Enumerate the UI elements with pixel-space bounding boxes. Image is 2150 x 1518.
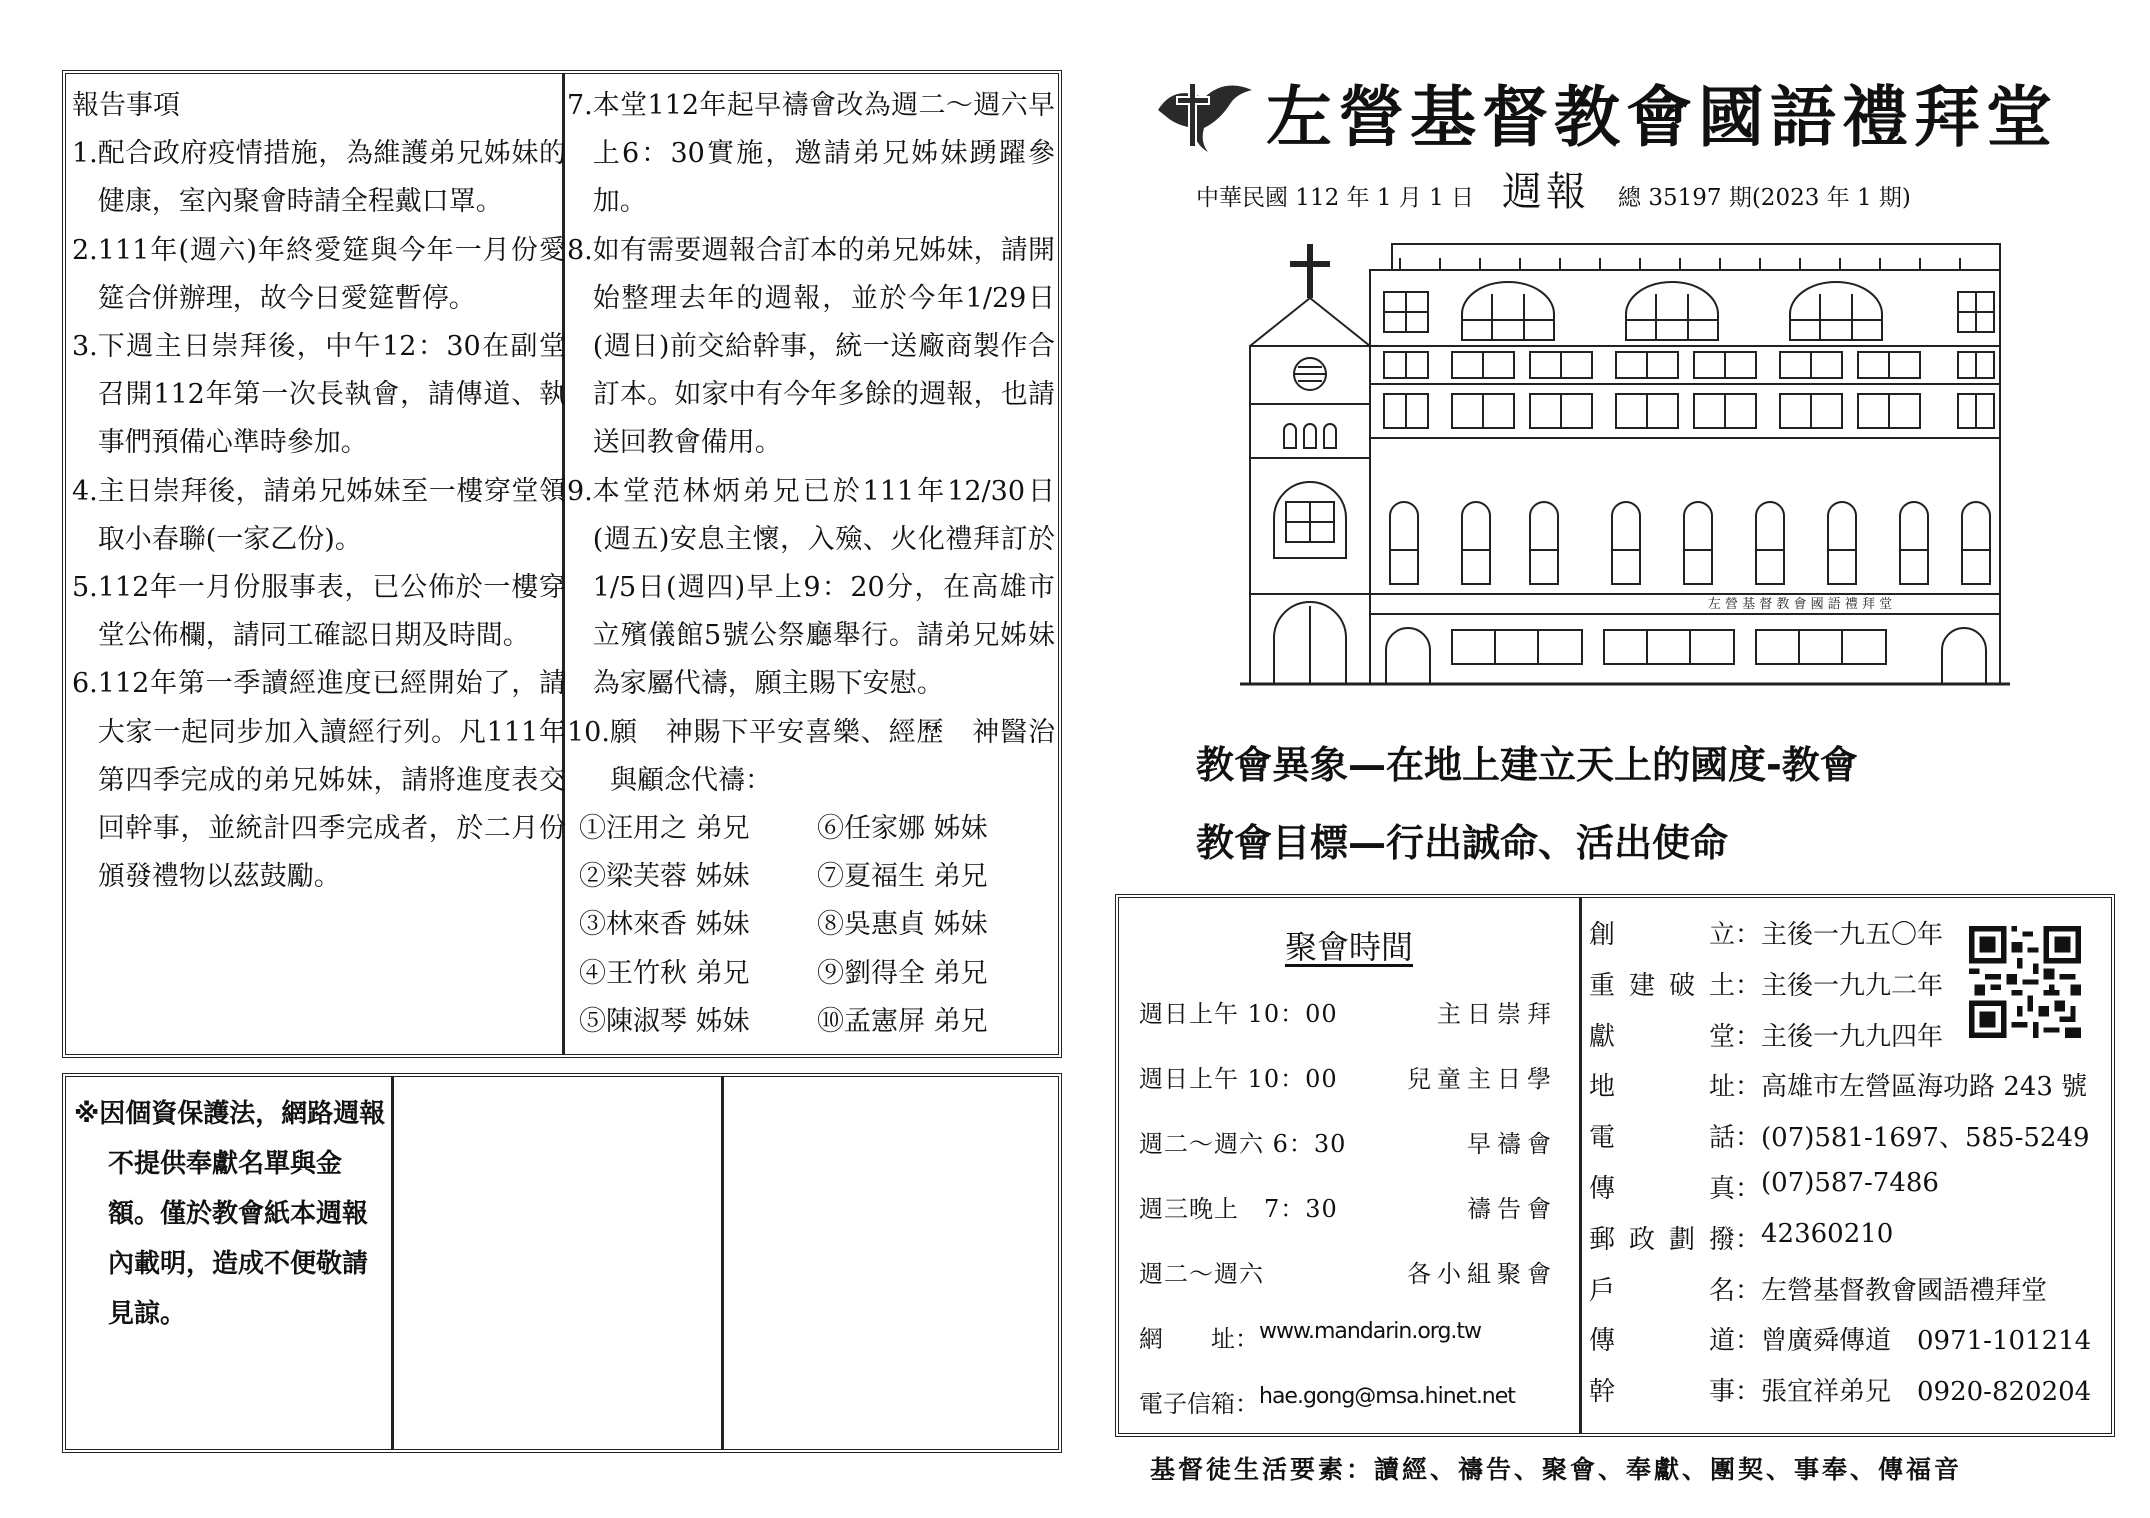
announcements-left-column [72,82,566,901]
church-header [1150,64,2058,159]
vision-line: 教會異象—在地上建立天上的國度-教會 [1196,743,1858,787]
prayer-list-entry: ⑤陳淑琴 姊妹 [579,1005,750,1037]
prayer-list-entry: ④王竹秋 弟兄 [579,957,750,989]
meeting-times-title: 聚會時間 [1284,928,1413,966]
meeting-row: 週二～週六 各小組聚會 [1139,1260,1557,1288]
prayer-list-entry: ③林來香 姊妹 [579,909,750,941]
privacy-notice: ※因個資保護法，網路週報不提供奉獻名單與金額。僅於教會紙本週報內載明，造成不便敬請見諒。 [74,1099,386,1329]
announcement-item: 9. 本堂范林炳弟兄已於111年12/30日(週五)安息主懷，入殮、火化禮拜訂於1/5日(週四)早上9：20分，在高雄市立殯儀館5號公祭廳舉行。請弟兄姊妹為家屬代禱，願主賜下安慰。 [567,475,1055,700]
email-row: 電子信箱： hae.gong@msa.hinet.net [1139,1384,1579,1449]
qr-code-icon[interactable] [1969,926,2081,1038]
info-row: 地 址 ： 高雄市左營區海功路 243 號 [1589,1072,2088,1103]
announcements-heading: 報告事項 [72,90,180,121]
info-row: 傳 真 ： (07)587-7486 [1589,1167,1939,1204]
meeting-times [1119,898,1582,1433]
info-row: 電 話 ： (07)581-1697、585-5249 [1589,1123,2090,1154]
building-sign: 左 營 基 督 教 會 國 語 禮 拜 堂 [1707,597,1893,612]
prayer-list-entry: ⑧吳惠貞 姊妹 [817,909,988,941]
website-link[interactable]: www.mandarin.org.tw [1259,1319,1482,1344]
church-logo-icon [1150,70,1260,154]
info-row: 戶 名 ： 左營基督教會國語禮拜堂 [1589,1275,2048,1306]
announcement-item: 6. 112年第一季讀經進度已經開始了，請大家一起同步加入讀經行列。凡111年第四季完成的弟兄姊妹，請將進度表交回幹事，並統計四季完成者，於二月份頒發禮物以茲鼓勵。 [72,668,566,893]
blank-cell [394,1077,724,1449]
info-row: 重 建 破 土 ： 主後一九九二年 [1589,970,1944,1001]
info-row: 獻 堂 ： 主後一九九四年 [1589,1021,1944,1052]
prayer-list-entry: ⑨劉得全 弟兄 [817,957,988,989]
prayer-list-entry: ⑦夏福生 弟兄 [817,861,988,893]
bulletin-title: 週報 [1502,169,1591,215]
meeting-row: 週日上午 10：00 兒童主日學 [1139,1065,1557,1093]
meeting-row: 週二～週六 6：30 早禱會 [1139,1130,1557,1158]
prayer-list-entry: ②梁芙蓉 姊妹 [579,861,750,893]
prayer-list-entry: ⑩孟憲屏 弟兄 [817,1005,988,1037]
info-row: 創 立 ： 主後一九五〇年 [1589,920,1944,950]
info-row: 傳 道 ： 曾廣舜傳道 0971-101214 [1589,1326,2092,1357]
prayer-list-entry: ⑥任家娜 姊妹 [817,813,988,845]
announcement-item: 3. 下週主日崇拜後，中午12：30在副堂召開112年第一次長執會，請傳道、執事們預備心準時參加。 [72,331,566,459]
info-row: 郵 政 劃 撥 ： 42360210 [1589,1218,1894,1255]
meeting-row: 週日上午 10：00 主日崇拜 [1139,1000,1557,1028]
vision-statements [1196,726,1858,882]
announcements-right-column [567,82,1055,1046]
announcement-item: 1. 配合政府疫情措施，為維護弟兄姊妹的健康，室內聚會時請全程戴口罩。 [72,138,566,218]
info-row: 幹 事 ： 張宜祥弟兄 0920-820204 [1589,1377,2092,1408]
announcement-item: 8. 如有需要週報合訂本的弟兄姊妹，請開始整理去年的週報，並於今年1/29日(週日)前交給幹事，統一送廠商製作合訂本。如家中有今年多餘的週報，也請送回教會備用。 [567,234,1055,459]
announcement-item: 7. 本堂112年起早禱會改為週二～週六早上6：30實施，邀請弟兄姊妹踴躍參加。 [567,90,1055,218]
announcement-item: 2. 111年(週六)年終愛筵與今年一月份愛筵合併辦理，故今日愛筵暫停。 [72,234,566,314]
website-row: 網 址： www.mandarin.org.tw [1139,1319,1579,1384]
church-name: 左營基督教會國語禮拜堂 [1266,78,2058,156]
christian-life-essentials: 基督徒生活要素：讀經、禱告、聚會、奉獻、團契、事奉、傳福音 [1150,1455,1963,1484]
church-info-box [1115,894,2115,1437]
announcement-item: 5. 112年一月份服事表，已公佈於一樓穿堂公佈欄，請同工確認日期及時間。 [72,572,566,652]
prayer-list [567,805,1055,1046]
offering-box [62,1073,1062,1453]
announcement-item: 10. 願 神賜下平安喜樂、經歷 神醫治與顧念代禱： [567,716,1055,796]
church-building-illustration [1240,234,2010,690]
meeting-row: 週三晚上 7：30 禱告會 [1139,1195,1557,1223]
privacy-cell [66,1077,394,1449]
issue-date: 中華民國 112 年 1 月 1 日 [1196,185,1475,211]
blank-cell [724,1077,1058,1449]
announcements-box [62,70,1062,1058]
announcement-item: 4. 主日崇拜後，請弟兄姊妹至一樓穿堂領取小春聯(一家乙份)。 [72,475,566,555]
issue-info [1196,160,2046,217]
issue-number: 總 35197 期(2023 年 1 期) [1618,185,1911,211]
email-link[interactable]: hae.gong@msa.hinet.net [1259,1384,1515,1409]
goal-line: 教會目標—行出誠命、活出使命 [1196,821,1729,865]
prayer-list-entry: ①汪用之 弟兄 [579,813,750,845]
